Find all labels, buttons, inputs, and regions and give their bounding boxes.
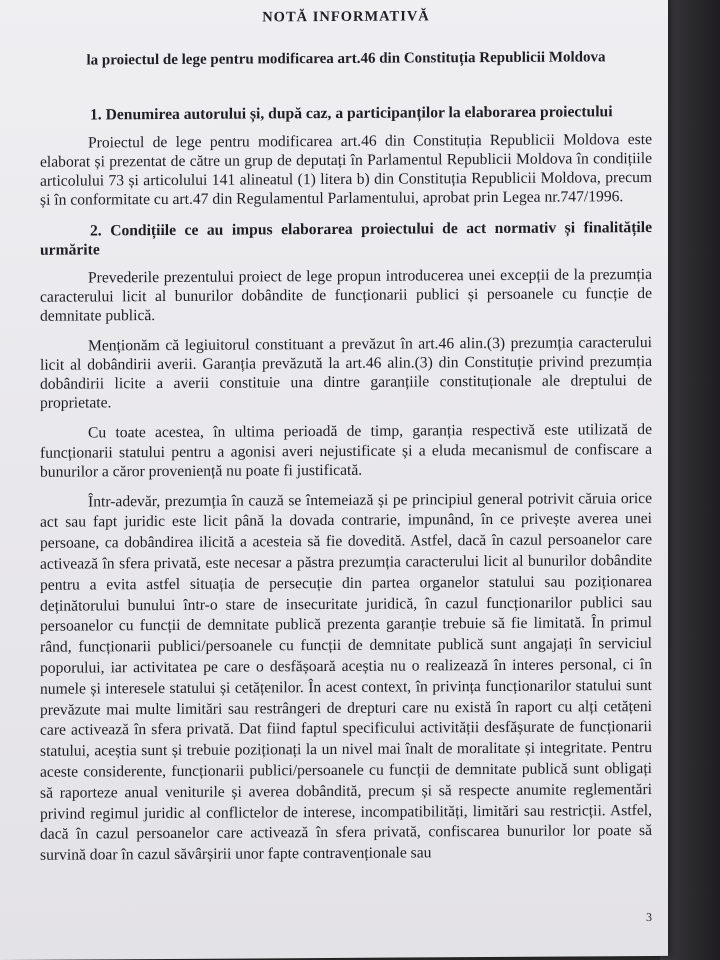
document-body: [40, 6, 652, 878]
section-2-heading: 2. Condițiile ce au impus elaborarea proiectului de act normativ și finalitățile urmărite: [40, 218, 652, 259]
section-1-heading: 1. Denumirea autorului și, după caz, a participanților la elaborarea proiectului: [90, 103, 613, 124]
section-1-paragraph-1: Proiectul de lege pentru modificarea art.46 din Constituția Republicii Moldova este elaborat și prezentat de către un grup de deputați în Parlamentul Republicii Moldova în condițiile articolului 73 și articolului 141 alineatul (1) litera b) din Constituția Republicii Moldova, precum și în conformitate cu art.47 din Regulamentul Parlamentului, aprobat prin Legea nr.747/1996.: [40, 131, 652, 210]
section-2-paragraph-1: Prevederile prezentului proiect de lege propun introducerea unei excepții de la prezumția caracterului licit al bunurilor dobândite de funcționarii publici și persoanele cu funcție de demnitate publică.: [40, 265, 652, 325]
document-subtitle: la proiectul de lege pentru modificarea art.46 din Constituția Republicii Moldova: [86, 49, 606, 69]
page-number: 3: [646, 910, 652, 925]
section-2-paragraph-2: Menționăm că legiuitorul constituant a prevăzut în art.46 alin.(3) prezumția caracterului licit al dobândirii averii. Garanția prevăzută la art.46 alin.(3) din Constituție privind prezumția dobândirii licite a averii constituie una dintre garanțiile constituționale ale dreptului de proprietate.: [40, 334, 652, 413]
section-2-paragraph-4: Într-adevăr, prezumția în cauză se întemeiază și pe principiul general potrivit căruia orice act sau fapt juridic este licit până la dovada contrarie, impunând, în ce privește averea unei persoane, ca dobândirea ilicită a acesteia să fie dovedită. Astfel, dacă în cazul persoanelor care activează în sfera privată, este necesar a păstra prezumția caracterului licit al bunurilor dobândite pentru a evita astfel situația de persecuție din partea organelor statului sau poziționarea deținătorului bunului într-o stare de insecuritate juridică, în cazul funcționarilor publici sau persoanelor cu funcții de demnitate publică prezenta garanție trebuie să fie limitată. În primul rând, funcționarii publici/persoanele cu funcții de demnitate publică sunt angajați în serviciul poporului, iar activitatea pe care o desfășoară aceștia nu o realizează în interes personal, ci în numele și interesele statului și cetățenilor. În acest context, în privința funcționarilor statului sunt prevăzute mai multe limitări sau restrângeri de drepturi care nu există în raport cu alți cetățeni care activează în sfera privată. Dat fiind faptul specificului activității desfășurate de funcționarii statului, aceștia sunt și trebuie poziționați la un nivel mai înalt de moralitate și integritate. Pentru aceste considerente, funcționarii publici/persoanele cu funcții de demnitate publică sunt obligați să raporteze anual veniturile și averea dobândită, precum și să respecte anumite reglementări privind regimul juridic al conflictelor de interese, incompatibilități, limitări sau restricții. Astfel, dacă în cazul persoanelor care activează în sfera privată, confiscarea bunurilor lor poate să survină doar în cazul săvârșirii unor fapte contravenționale sau: [40, 489, 652, 864]
section-2-paragraph-3: Cu toate acestea, în ultima perioadă de timp, garanția respectivă este utilizată de funcționarii statului pentru a agonisi averi nejustificate și a eluda mecanismul de confiscare a bunurilor a căror proveniență nu poate fi justificată.: [40, 421, 652, 481]
background-surface: [660, 0, 720, 960]
document-title: NOTĂ INFORMATIVĂ: [262, 8, 430, 26]
